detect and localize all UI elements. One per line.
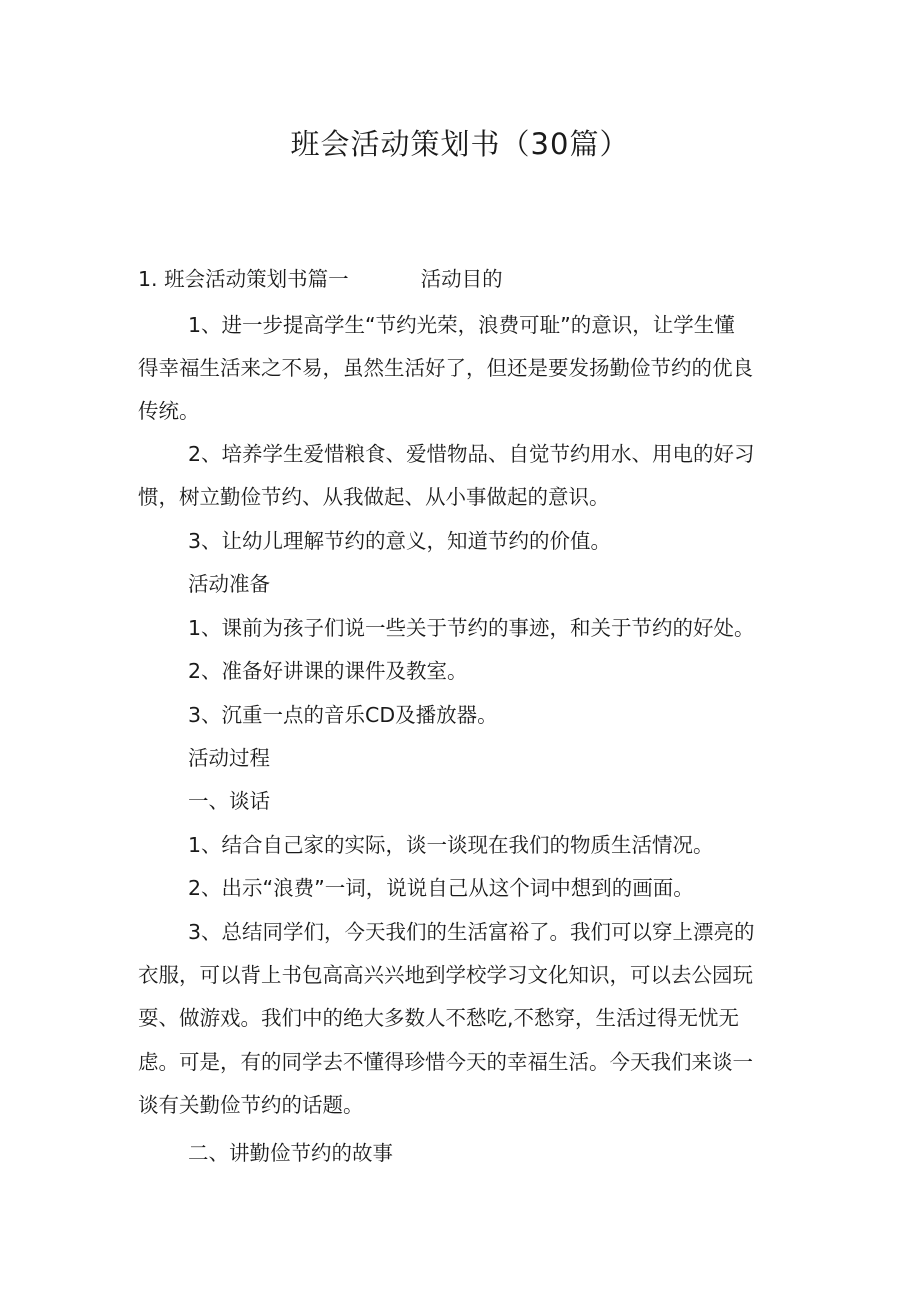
paragraph-line: 衣服，可以背上书包高高兴兴地到学校学习文化知识，可以去公园玩	[138, 963, 753, 987]
section-subheading: 活动目的	[420, 267, 503, 291]
section-number-label: 1. 班会活动策划书篇一	[138, 267, 349, 291]
paragraph-line: 1、结合自己家的实际，谈一谈现在我们的物质生活情况。	[188, 833, 714, 857]
subheading-line: 活动过程	[188, 746, 270, 770]
paragraph-line: 耍、做游戏。我们中的绝大多数人不愁吃,不愁穿，生活过得无忧无	[138, 1006, 740, 1030]
paragraph-line: 惯，树立勤俭节约、从我做起、从小事做起的意识。	[138, 485, 610, 509]
paragraph-line: 2、培养学生爱惜粮食、爱惜物品、自觉节约用水、用电的好习	[188, 442, 755, 466]
paragraph-line: 得幸福生活来之不易，虽然生活好了，但还是要发扬勤俭节约的优良	[138, 356, 753, 380]
document-title: 班会活动策划书（30篇）	[290, 127, 630, 161]
paragraph-line: 传统。	[138, 399, 200, 423]
paragraph-line: 2、出示“浪费”一词，说说自己从这个词中想到的画面。	[188, 876, 694, 900]
paragraph-line: 谈有关勤俭节约的话题。	[138, 1093, 364, 1117]
paragraph-line: 1、课前为孩子们说一些关于节约的事迹，和关于节约的好处。	[188, 616, 755, 640]
subheading-line: 活动准备	[188, 572, 270, 596]
section-heading	[138, 264, 788, 294]
paragraph-line: 1、进一步提高学生“节约光荣，浪费可耻”的意识，让学生懂	[188, 313, 735, 337]
paragraph-line: 3、让幼儿理解节约的意义，知道节约的价值。	[188, 529, 612, 553]
subheading-line: 二、讲勤俭节约的故事	[188, 1141, 393, 1165]
paragraph-line: 虑。可是，有的同学去不懂得珍惜今天的幸福生活。今天我们来谈一	[138, 1050, 753, 1074]
paragraph-line: 2、准备好讲课的课件及教室。	[188, 659, 468, 683]
subheading-line: 一、谈话	[188, 789, 270, 813]
paragraph-line: 3、沉重一点的音乐CD及播放器。	[188, 703, 498, 727]
paragraph-line: 3、总结同学们，今天我们的生活富裕了。我们可以穿上漂亮的	[188, 920, 755, 944]
